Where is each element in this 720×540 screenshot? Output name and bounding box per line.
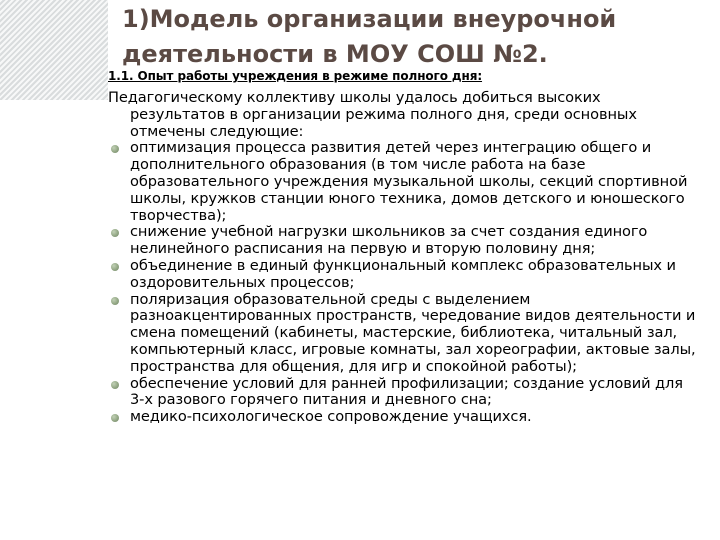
slide-content	[108, 90, 696, 426]
bullet-list	[108, 140, 696, 426]
bullet-text: обеспечение условий для ранней профилизации; создание условий для 3-х разового горячего питания и дневного сна;	[130, 374, 683, 409]
intro-paragraph: Педагогическому коллективу школы удалось добиться высоких результатов в организации режима полного дня, среди основных отмечены следующие:	[108, 89, 637, 140]
bullet-dot-icon	[111, 381, 119, 389]
bullet-dot-icon	[111, 297, 119, 305]
bullet-item	[108, 292, 696, 376]
slide-subtitle: 1.1. Опыт работы учреждения в режиме полного дня:	[108, 69, 483, 83]
bullet-item	[108, 258, 696, 292]
bullet-dot-icon	[111, 145, 119, 153]
bullet-text: поляризация образовательной среды с выделением разноакцентированных пространств, чередование видов деятельности и смена помещений (кабинеты, мастерские, библиотека, читальный зал, компьютерный класс, игровые комнаты, зал хореографии, актовые залы, пространства для общения, для игр и спокойной работы);	[130, 290, 696, 375]
bullet-text: медико-психологическое сопровождение учащихся.	[130, 408, 532, 426]
bullet-item	[108, 224, 696, 258]
bullet-text: оптимизация процесса развития детей через интеграцию общего и дополнительного образования (в том числе работа на базе образовательного учреждения музыкальной школы, секций спортивной школы, кружков станции юного техника, домов детского и юношеского творчества);	[130, 139, 688, 224]
bullet-text: объединение в единый функциональный комплекс образовательных и оздоровительных процессов;	[130, 256, 676, 291]
bullet-dot-icon	[111, 263, 119, 271]
slide-title: 1)Модель организации внеурочной деятельности в МОУ СОШ №2.	[122, 5, 617, 68]
bullet-dot-icon	[111, 229, 119, 237]
bullet-item	[108, 140, 696, 224]
bullet-dot-icon	[111, 414, 119, 422]
bullet-item	[108, 376, 696, 410]
decorative-stripe-band	[0, 0, 108, 100]
bullet-text: снижение учебной нагрузки школьников за счет создания единого нелинейного расписания на первую и вторую половину дня;	[130, 223, 648, 258]
bullet-item	[108, 409, 696, 426]
